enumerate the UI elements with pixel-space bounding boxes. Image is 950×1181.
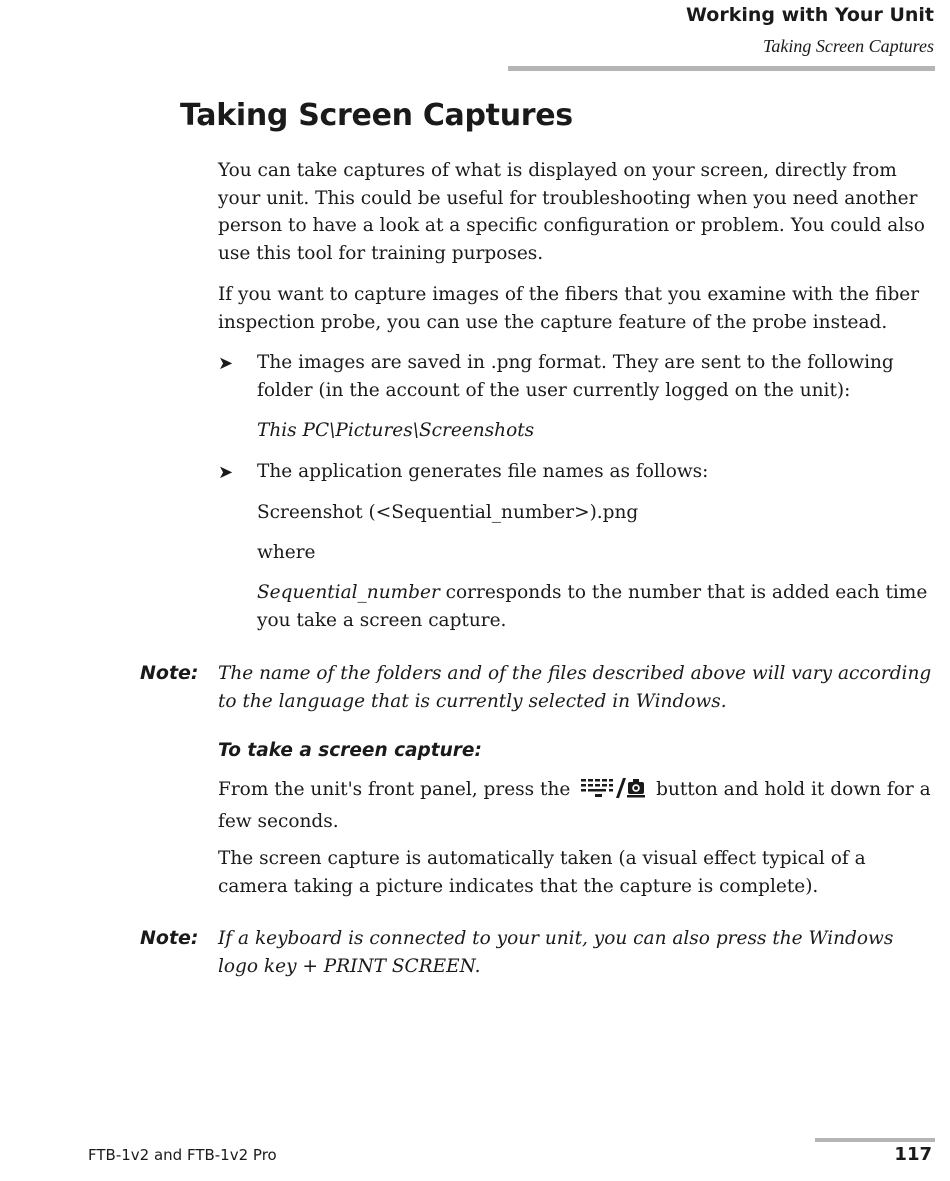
page-number: 117 xyxy=(894,1144,932,1165)
step-before: From the unit's front panel, press the xyxy=(218,779,577,800)
procedure-step xyxy=(218,776,933,835)
where-text: where xyxy=(257,542,316,563)
bullet-arrow-icon: ➤ xyxy=(218,462,234,483)
header-rule xyxy=(508,66,935,71)
bullet-filename-text: The application generates file names as follows: xyxy=(257,461,709,482)
bullet-arrow-icon: ➤ xyxy=(218,353,234,374)
intro-paragraph: You can take captures of what is displayed on your screen, directly from your unit. This could be useful for troubleshooting when you need another person to have a look at a specific configuration or problem. You could also use this tool for training purposes. xyxy=(218,160,925,264)
footer-rule xyxy=(815,1138,935,1142)
page-title: Taking Screen Captures xyxy=(180,98,573,133)
term: Sequential_number xyxy=(257,582,440,603)
probe-paragraph: If you want to capture images of the fibers that you examine with the fiber inspection probe, you can use the capture feature of the probe instead. xyxy=(218,284,920,333)
sequential-number-definition xyxy=(257,579,937,634)
note-text: If a keyboard is connected to your unit, you can also press the Windows logo key + PRINT SCREEN. xyxy=(218,928,894,977)
bullet-format-text: The images are saved in .png format. They are sent to the following folder (in the account of the user currently logged on the unit): xyxy=(257,352,894,401)
folder-path: This PC\Pictures\Screenshots xyxy=(257,420,535,441)
note-label: Note: xyxy=(140,927,199,949)
note-text: The name of the folders and of the files described above will vary according to the language that is currently selected in Windows. xyxy=(218,663,932,712)
definition: corresponds to the number that is added each time you take a screen capture. xyxy=(257,582,928,631)
keyboard-camera-icon xyxy=(580,777,646,808)
footer-product: FTB-1v2 and FTB-1v2 Pro xyxy=(88,1146,277,1164)
procedure-result: The screen capture is automatically taken (a visual effect typical of a camera taking a picture indicates that the capture is complete). xyxy=(218,848,866,897)
running-header-chapter: Working with Your Unit xyxy=(685,4,934,26)
filename-pattern: Screenshot (<Sequential_number>).png xyxy=(257,502,639,523)
running-header-section: Taking Screen Captures xyxy=(763,36,934,56)
note-label: Note: xyxy=(140,662,199,684)
procedure-heading: To take a screen capture: xyxy=(218,740,482,761)
step-after: button and hold it down for a few seconds. xyxy=(218,779,931,832)
